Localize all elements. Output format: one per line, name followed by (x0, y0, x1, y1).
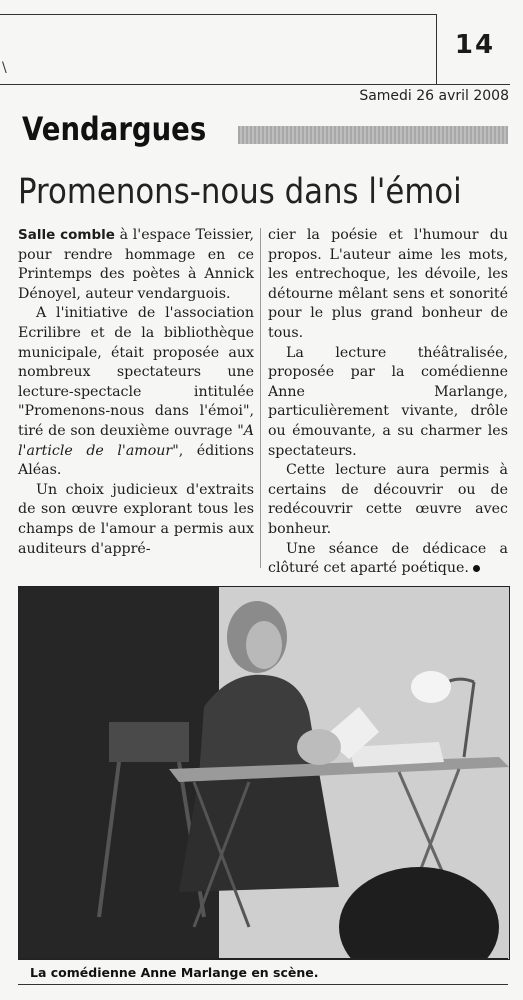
article-column-left (18, 226, 254, 559)
person-face (246, 621, 282, 669)
publication-date: Samedi 26 avril 2008 (359, 88, 509, 104)
publisher-text: , éditions Aléas. (18, 442, 254, 479)
paragraph (268, 461, 508, 539)
paragraph-text: cier la poésie et l'humour du propos. L'auteur aime les mots, les entrechoque, les dévoile, les détourne mêlant sens et sonorité pour le plus grand bonheur de tous. (268, 227, 508, 341)
paragraph (18, 481, 254, 559)
paragraph-text: A l'initiative de l'association Ecrilibre et de la bibliothèque municipale, était proposée aux nombreux spectateurs une lecture-spectacle intitulée "Promenons-nous dans l'émoi", tiré de son deuxième ouvrage (18, 305, 254, 439)
column-divider (260, 228, 261, 568)
paragraph-text: Cette lecture aura permis à certains de découvrir ou de redécouvrir cette œuvre avec bonheur. (268, 462, 508, 537)
corner-mark-icon: \ (2, 60, 7, 76)
paragraph (18, 226, 254, 304)
paragraph (18, 304, 254, 480)
end-mark-icon (473, 565, 480, 572)
person-legs (179, 772, 339, 892)
header-frame (0, 14, 437, 85)
lead-label: Salle comble (18, 227, 115, 243)
paragraph-text: à l'espace Teissier, pour rendre hommage en ce Printemps des poètes à Annick Dénoyel, auteur vendarguois. (18, 227, 254, 302)
page-number: 14 (454, 30, 496, 60)
lamp-shade (411, 671, 451, 703)
paragraph (268, 226, 508, 344)
paragraph-text: Un choix judicieux d'extraits de son œuvre explorant tous les champs de l'amour a permis aux auditeurs d'appré- (18, 481, 254, 557)
paragraph-text: Une séance de dédicace a clôturé cet aparté poétique. (268, 540, 508, 577)
paragraph-text: La lecture théâtralisée, proposée par la comédienne Anne Marlange, particulièrement vivante, drôle ou émouvante, a su charmer les spectateurs. (268, 344, 508, 459)
photo-illustration (19, 587, 509, 959)
caption-rule (18, 984, 508, 985)
photo-caption: La comédienne Anne Marlange en scène. (18, 958, 508, 986)
article-column-right (268, 226, 508, 579)
header-rule (0, 84, 510, 85)
paragraph (268, 344, 508, 462)
paragraph (268, 540, 508, 579)
section-title: Vendargues (22, 110, 207, 148)
section-bar (238, 126, 508, 144)
chair-back (109, 722, 189, 762)
book-title: "A l'article de l'amour" (18, 422, 254, 459)
basket (297, 729, 341, 765)
article-photo (18, 586, 510, 960)
article-headline: Promenons-nous dans l'émoi (18, 172, 462, 212)
